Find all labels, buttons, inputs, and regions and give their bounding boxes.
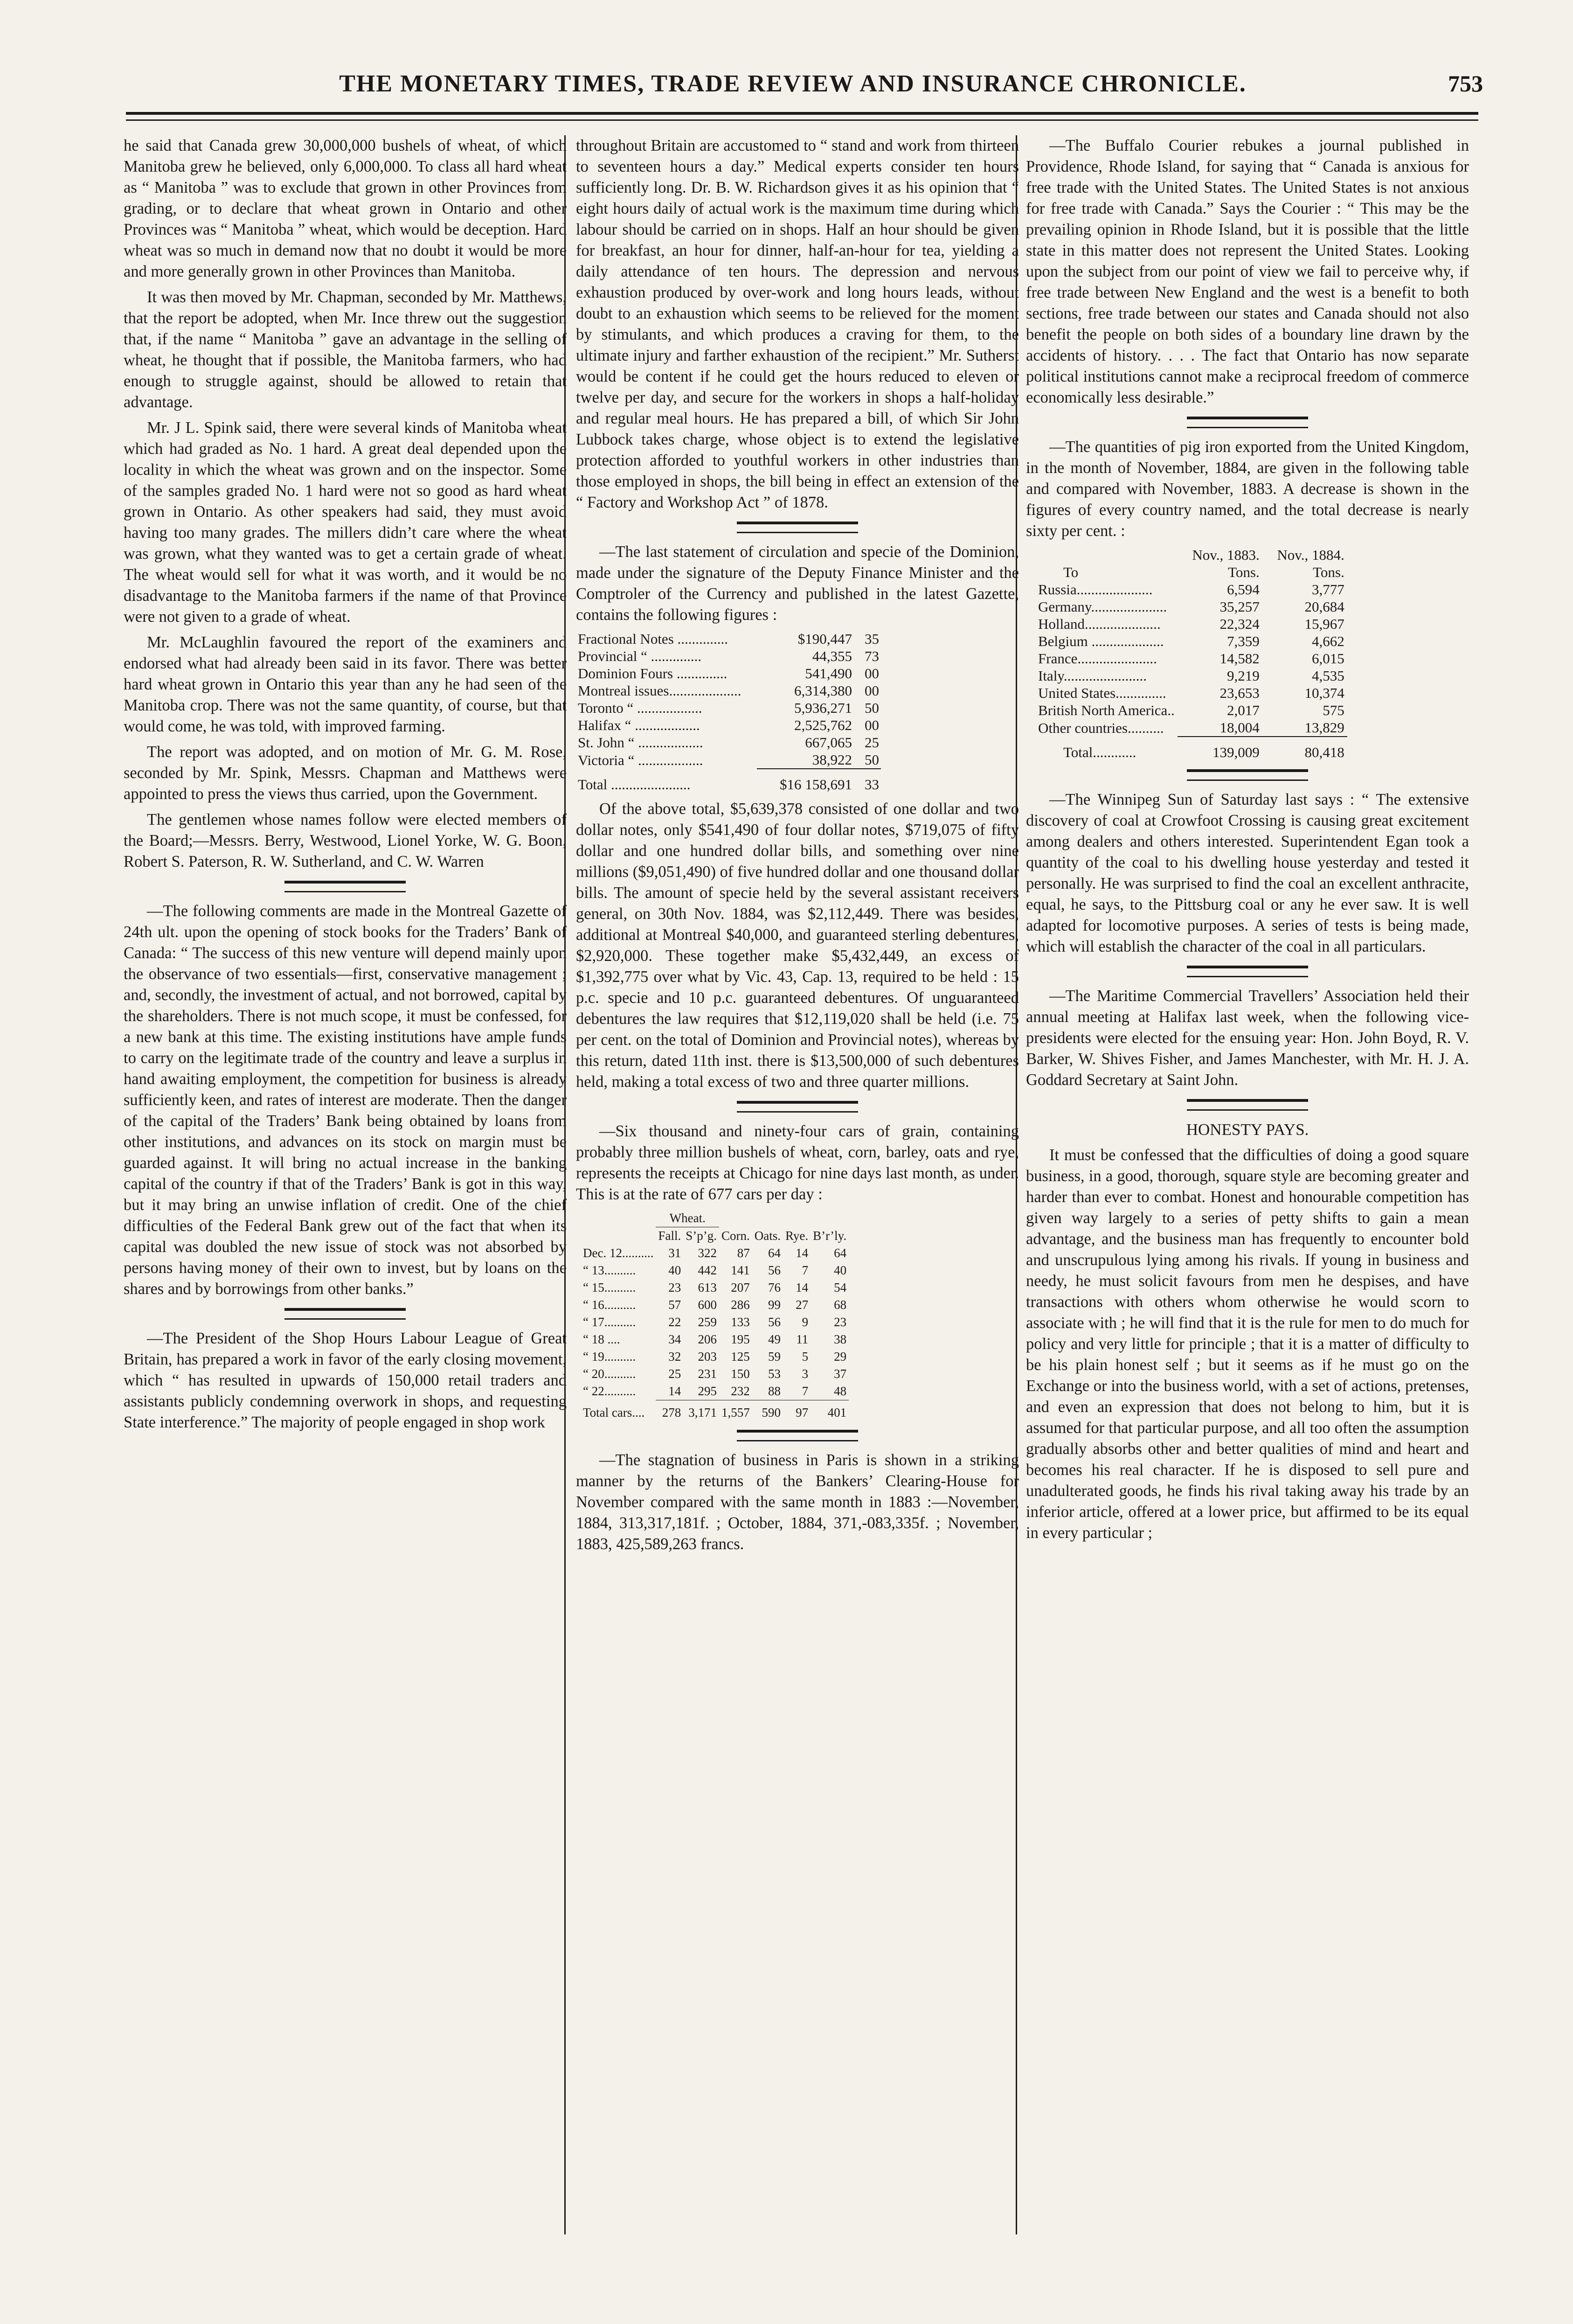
grain-cell: 68	[834, 1298, 847, 1312]
article-circulation: —The last statement of circulation and specie of the Dominion, made under the signature of the Deputy Finance Minister and the Comptroler of the Currency and published in the latest Gazette, contains the following figures :	[576, 543, 1019, 624]
tonnage-cell: 18,004	[1220, 719, 1260, 736]
tonnage-cell: 22,324	[1220, 616, 1260, 632]
grain-column-header: S’p’g.	[686, 1229, 717, 1243]
circulation-label: Victoria “ ..................	[578, 751, 703, 768]
grain-cell: 442	[698, 1263, 717, 1277]
country-label: Other countries..........	[1038, 719, 1164, 736]
grain-cell: 7	[802, 1263, 809, 1277]
article-commercial-travellers: —The Maritime Commercial Travellers’ Association held their annual meeting at Halifax last week, when the following vice-presidents were elected for the ensuing year: Hon. John Boyd, R. V. Barker, W. Shives Fisher, and James Manchester, with Mr. H. J. A. Goddard Secretary at Saint John.	[1026, 987, 1469, 1089]
circulation-row	[576, 751, 881, 769]
circulation-cents: 35	[865, 631, 879, 647]
circulation-cents: 00	[865, 717, 879, 733]
grain-cell: 59	[768, 1350, 781, 1364]
grain-total-cell: 97	[783, 1400, 811, 1422]
grain-cell: 56	[768, 1315, 781, 1329]
grain-column-header: Fall.	[658, 1229, 681, 1243]
circulation-amount: 6,314,380	[794, 682, 852, 699]
wheat-group-label: Wheat.	[656, 1210, 719, 1227]
grain-total-cell: Total cars....	[583, 1405, 645, 1419]
country-label: France......................	[1038, 650, 1157, 667]
tonnage-cell: 575	[1323, 702, 1344, 718]
grain-total-cell: 401	[811, 1400, 849, 1422]
paragraph: Of the above total, $5,639,378 consisted of one dollar and two dollar notes, only $541,490 of four dollar notes, $719,075 of fifty dollar and one hundred dollar bills, and something over nine millions ($9,051,490) of five hundred dollar and one thousand dollar bills. The amount of specie held by the several assistant receivers general, on 30th Nov. 1884, was $2,112,449. There was besides, additional at Montreal $40,000, and guaranteed sterling debentures, $2,920,000. These together make $5,432,449, an excess of $1,392,775 over what by Vic. 43, Cap. 13, required to be held : 15 p.c. specie and 10 p.c. guaranteed debentures. Of unguaranteed debentures the law requires that $12,119,020 shall be held (i.e. 75 per cent. on the total of Dominion and Provincial notes), whereas by this return, dated 11th inst. there is $13,500,000 of such debentures held, making a total excess of two and three quarter millions.	[576, 800, 1019, 1091]
paragraph: throughout Britain are accustomed to “ stand and work from thirteen to seventeen hours a day.” Medical experts consider ten hours sufficiently long. Dr. B. W. Richardson gives it as his opinion that “ eight hours daily of actual work is the maximum time during which labour should be carried on in shops. Half an hour should be given for breakfast, an hour for dinner, half-an-hour for tea, yielding a daily attendance of ten hours. The depression and nervous exhaustion produced by over-work and long hours leads, without doubt to an exhaustion which seems to be relieved for the moment by stimulants, and which produces a craving for them, to the ultimate injury and farther exhaustion of the recipient.” Mr. Sutherst would be content if he could get the hours reduced to eleven or twelve per day, and secure for the workers in shops a half-holiday and regular meal hours. He has prepared a bill, of which Sir John Lubbock takes charge, whose object is to extend the legislative protection afforded to youthful workers in other industries than those employed in shops, the bill being in effect an extension of the “ Factory and Workshop Act ” of 1878.	[576, 137, 1019, 511]
grain-cell: 53	[768, 1367, 781, 1381]
grain-total-cell: 590	[752, 1400, 783, 1422]
circulation-row	[576, 717, 881, 734]
grain-cell: “ 22..........	[583, 1384, 636, 1399]
page-header	[103, 70, 1483, 107]
grain-row	[581, 1279, 849, 1296]
grain-row	[581, 1262, 849, 1279]
grain-total-cell: 3,171	[683, 1400, 719, 1422]
grain-cell: 207	[731, 1280, 750, 1294]
grain-cell: 259	[698, 1315, 717, 1329]
grain-column-header: Corn.	[721, 1228, 750, 1243]
paragraph: Mr. J L. Spink said, there were several kinds of Manitoba wheat which had graded as No. 1 hard. A great deal depended upon the locality in which the wheat was grown and on the inspector. Some of the samples graded No. 1 hard were not so good as hard wheat grown in Ontario. As other speakers had said, they must avoid having too many grades. The millers didn’t care where the wheat was grown, what they wanted was to get a certain grade of wheat. The wheat would sell for what it was worth, and it would be no disadvantage to the Manitoba farmers if the name of that Province were not given to a grade of wheat.	[124, 419, 567, 626]
pig-iron-row	[1035, 633, 1347, 650]
grain-cell: 141	[731, 1263, 750, 1277]
grain-row	[581, 1245, 849, 1262]
circulation-cents: 50	[865, 751, 879, 768]
section-separator	[284, 1308, 406, 1320]
grain-cell: 232	[731, 1384, 750, 1398]
section-separator	[1187, 1099, 1308, 1111]
grain-cell: 49	[768, 1332, 781, 1346]
grain-cell: 231	[698, 1367, 717, 1381]
grain-cell: 64	[834, 1246, 847, 1260]
grain-cell: 99	[768, 1298, 781, 1312]
grain-column-header: Rye.	[785, 1228, 809, 1243]
grain-total-row	[581, 1400, 849, 1422]
grain-cell: “ 17..........	[583, 1315, 636, 1329]
paragraph: It was then moved by Mr. Chapman, seconded by Mr. Matthews, that the report be adopted, when Mr. Ince threw out the suggestion that, if the name “ Manitoba ” gave an advantage in the selling of wheat, he thought that if possible, the Manitoba farmers, who had enough to struggle against, should be allowed to retain that advantage.	[124, 288, 567, 411]
article-buffalo-courier: —The Buffalo Courier rebukes a journal published in Providence, Rhode Island, for saying that “ Canada is anxious for free trade with the United States. The United States is not anxious for free trade with Canada.” Says the Courier : “ This may be the prevailing opinion in Rhode Island, but it is possible that the little state in this matter does not represent the United States. Looking upon the subject from our point of view we fail to perceive why, if free trade between New England and the west is a benefit to both sections, free trade between our states and Canada should not also benefit the people on both sides of a boundary line drawn by the accidents of history. . . . The fact that Ontario has now separate political institutions cannot make a reciprocal freedom of commerce economically less desirable.”	[1026, 137, 1469, 406]
pig-iron-total-row	[1035, 737, 1347, 761]
paragraph: he said that Canada grew 30,000,000 bushels of wheat, of which Manitoba grew he believed, only 6,000,000. To class all hard wheat as “ Manitoba ” was to exclude that grown in other Provinces from grading, or to declare that wheat grown in Ontario and other Provinces was “ Manitoba ” wheat, which would be deception. Hard wheat was so much in demand now that no doubt it would be more and more generally grown in other Provinces than Manitoba.	[124, 137, 567, 280]
grain-cell: 206	[698, 1332, 717, 1346]
circulation-row	[576, 647, 881, 665]
page-number: 753	[1448, 70, 1483, 97]
unit-label: Tons.	[1228, 564, 1260, 580]
article-winnipeg-coal: —The Winnipeg Sun of Saturday last says : “ The extensive discovery of coal at Crowfoot Crossing is causing great excitement among dealers and others interested. Superintendent Egan took a quantity of the coal to his dwelling house yesterday and tested it personally. He was surprised to find the coal an excellent anthracite, equal, he says, to the Pittsburg coal or any he ever saw. It is well adapted for locomotive purposes. A series of tests is being made, which will establish the character of the coal in all particulars.	[1026, 791, 1469, 955]
paragraph: Mr. McLaughlin favoured the report of the examiners and endorsed what had already been said in its favor. There was better hard wheat grown in Ontario this year than any he had seen of the Manitoba crop. There was not the same quantity, of course, but that would come, he was told, with improved farming.	[124, 633, 567, 735]
circulation-label: St. John “ ..................	[578, 734, 703, 751]
grain-cell: 40	[668, 1263, 681, 1277]
grain-cell: 286	[731, 1298, 750, 1312]
circulation-row	[576, 630, 881, 647]
grain-cell: 613	[698, 1280, 717, 1294]
grain-cell: 23	[668, 1280, 681, 1294]
grain-column-header: Oats.	[754, 1228, 781, 1243]
article-shop-hours: —The President of the Shop Hours Labour League of Great Britain, has prepared a work in favor of the early closing movement, which “ has resulted in upwards of 150,000 retail traders and assistants publicly condemning overwork in shops, and requesting State interference.” The majority of people engaged in shop work	[124, 1329, 567, 1431]
circulation-table	[576, 630, 881, 793]
circulation-cents: 73	[865, 648, 879, 664]
circulation-row	[576, 682, 881, 699]
circulation-cents: 50	[865, 700, 879, 716]
section-separator	[737, 522, 858, 533]
grain-cell: 14	[796, 1280, 809, 1294]
tonnage-cell: 10,374	[1304, 685, 1344, 701]
article-honesty-pays: It must be confessed that the difficulties of doing a good square business, in a good, thorough, square style are becoming greater and harder than ever to combat. Honest and honourable competition has given way largely to a series of petty shifts to gain a mean advantage, and the business man has frequently to encounter bold and unscrupulous lying among his rivals. If young in business and needy, he must solicit favours from men he despises, and have transactions with others whom otherwise he would scorn to associate with ; he will find that it is the rule for men to do much for policy and very little for principle ; that it is a matter of difficulty to be his plain honest self ; but it seems as if he must go on the Exchange or into the business world, with a set of actions, pretenses, and even an expression that does not belong to him, but it is assumed for that particular purpose, and all too often the assumption gradually absorbs other and better qualities of mind and heart and becomes his real character. If he is disposed to sell pure and unadulterated goods, he finds his rival taking away his trade by an inferior article, offered at a lower price, but affirmed to be its equal in every particular ;	[1026, 1146, 1469, 1542]
circulation-cents: 00	[865, 682, 879, 699]
tonnage-cell: 35,257	[1220, 598, 1260, 615]
section-separator	[1187, 966, 1308, 977]
pig-iron-row	[1035, 702, 1347, 719]
circulation-amount: 38,922	[812, 751, 852, 768]
grain-row	[581, 1383, 849, 1400]
grain-cell: 38	[834, 1332, 847, 1346]
country-label: Germany.....................	[1038, 598, 1167, 615]
grain-row	[581, 1348, 849, 1365]
tonnage-cell: 4,662	[1311, 633, 1344, 649]
pig-iron-row	[1035, 598, 1347, 615]
masthead-title: THE MONETARY TIMES, TRADE REVIEW AND INSURANCE CHRONICLE.	[339, 70, 1247, 97]
circulation-label: Provincial “ ..............	[578, 648, 702, 664]
section-separator	[284, 881, 406, 892]
grain-cell: Dec. 12..........	[583, 1246, 654, 1260]
article-chicago-grain: —Six thousand and ninety-four cars of grain, containing probably three million bushels of wheat, corn, barley, oats and rye, represents the receipts at Chicago for nine days last month, as under. This is at the rate of 677 cars per day :	[576, 1122, 1019, 1203]
grain-cell: 14	[796, 1246, 809, 1260]
circulation-amount: $190,447	[797, 631, 852, 647]
grain-cell: 31	[668, 1246, 681, 1260]
circulation-amount: 44,355	[812, 648, 852, 664]
grain-cell: 133	[731, 1315, 750, 1329]
unit-label: Tons.	[1313, 564, 1344, 580]
section-separator	[1187, 417, 1308, 428]
circulation-row	[576, 734, 881, 751]
grain-receipts-table	[581, 1210, 849, 1421]
grain-cell: “ 18 ....	[583, 1332, 620, 1346]
column-1	[124, 135, 567, 1438]
tonnage-cell: 13,829	[1304, 719, 1344, 736]
circulation-amount: 667,065	[805, 734, 852, 751]
country-label: Italy.......................	[1038, 668, 1147, 684]
total-amount: $16 158,691	[757, 769, 854, 793]
grain-cell: 32	[668, 1350, 681, 1364]
circulation-amount: 5,936,271	[794, 700, 852, 716]
grain-cell: 125	[731, 1350, 750, 1364]
grain-cell: “ 19..........	[583, 1350, 636, 1364]
country-label: Russia.....................	[1038, 581, 1153, 598]
grain-cell: 57	[668, 1298, 681, 1312]
section-separator	[1187, 769, 1308, 781]
grain-cell: 150	[731, 1367, 750, 1381]
grain-cell: 88	[768, 1384, 781, 1398]
circulation-total-row	[576, 769, 881, 793]
circulation-cents: 25	[865, 734, 879, 751]
tonnage-cell: 2,017	[1227, 702, 1260, 718]
grain-cell: 23	[834, 1315, 847, 1329]
grain-cell: 14	[668, 1384, 681, 1398]
tonnage-cell: 4,535	[1311, 668, 1344, 684]
pig-iron-row	[1035, 650, 1347, 667]
tonnage-cell: 23,653	[1220, 685, 1260, 701]
grain-cell: 87	[737, 1246, 750, 1260]
circulation-amount: 541,490	[805, 665, 852, 682]
tonnage-cell: 3,777	[1311, 581, 1344, 598]
grain-cell: 9	[802, 1315, 809, 1329]
header-rule	[126, 112, 1478, 115]
grain-cell: 29	[834, 1350, 847, 1364]
pig-iron-row	[1035, 719, 1347, 737]
grain-cell: “ 20..........	[583, 1367, 636, 1381]
grain-cell: 600	[698, 1298, 717, 1312]
tonnage-cell: 14,582	[1220, 650, 1260, 667]
grain-cell: “ 16..........	[583, 1298, 636, 1312]
grain-cell: 7	[802, 1384, 809, 1398]
pig-iron-row	[1035, 684, 1347, 702]
country-label: Holland.....................	[1038, 616, 1161, 632]
circulation-label: Dominion Fours ..............	[578, 665, 728, 682]
country-label: United States..............	[1038, 685, 1166, 701]
circulation-cents: 00	[865, 665, 879, 682]
section-separator	[737, 1101, 858, 1113]
paragraph: The report was adopted, and on motion of Mr. G. M. Rose, seconded by Mr. Spink, Messrs. Chapman and Matthews were appointed to press the views thus carried, upon the Government.	[124, 743, 567, 803]
tonnage-cell: 7,359	[1227, 633, 1260, 649]
grain-cell: 76	[768, 1280, 781, 1294]
grain-cell: 195	[731, 1332, 750, 1346]
grain-total-cell: 1,557	[719, 1400, 752, 1422]
total-1884: 80,418	[1262, 737, 1347, 761]
circulation-label: Montreal issues....................	[578, 682, 741, 699]
circulation-label: Fractional Notes ..............	[578, 631, 728, 647]
circulation-row	[576, 665, 881, 682]
grain-cell: 5	[802, 1350, 809, 1364]
grain-cell: 48	[834, 1384, 847, 1398]
grain-row	[581, 1296, 849, 1314]
grain-cell: 295	[698, 1384, 717, 1398]
grain-cell: “ 15..........	[583, 1280, 636, 1294]
column-2	[576, 135, 1019, 1559]
country-label: British North America..	[1038, 702, 1175, 718]
circulation-label: Halifax “ ..................	[578, 717, 700, 733]
grain-total-cell: 278	[656, 1400, 683, 1422]
article-pig-iron: —The quantities of pig iron exported from the United Kingdom, in the month of November, 1884, are given in the following table and compared with November, 1883. A decrease is shown in the figures of every country named, and the total decrease is nearly sixty per cent. :	[1026, 438, 1469, 540]
tonnage-cell: 9,219	[1227, 668, 1260, 684]
grain-cell: 3	[802, 1367, 809, 1381]
article-paris-clearing: —The stagnation of business in Paris is shown in a striking manner by the returns of the Bankers’ Clearing-House for November compared with the same month in 1883 :—November, 1884, 313,317,181f. ; October, 1884, 371,-083,335f. ; November, 1883, 425,589,263 francs.	[576, 1451, 1019, 1553]
pig-iron-row	[1035, 581, 1347, 598]
grain-cell: 37	[834, 1367, 847, 1381]
grain-column-header	[581, 1227, 656, 1245]
circulation-row	[576, 699, 881, 717]
grain-row	[581, 1365, 849, 1383]
to-label: To	[1063, 564, 1079, 580]
circulation-label: Toronto “ ..................	[578, 700, 702, 716]
country-label: Belgium ....................	[1038, 633, 1164, 649]
grain-cell: 322	[698, 1246, 717, 1260]
article-traders-bank: —The following comments are made in the Montreal Gazette of 24th ult. upon the opening of stock books for the Traders’ Bank of Canada: “ The success of this new venture will depend mainly upon the observance of two essentials—first, conservative management ; and, secondly, the investment of actual, and not borrowed, capital by the shareholders. There is not much scope, it must be confessed, for a new bank at this time. The existing institutions have ample funds to carry on the legitimate trade of the country and leave a surplus in hand awaiting employment, the competition for business is already sufficiently keen, and rates of interest are moderate. Then the danger of the capital of the Traders’ Bank being obtained by loans from other institutions, and advances on its stock on margin must be guarded against. It will bring no actual increase in the banking capital of the country if that of the Traders’ Bank is got in this way, but it may bring an unwise inflation of credit. One of the chief difficulties of the Federal Bank grew out of the fact that when its capital was doubled the new issue of stock was not absorbed by persons having money of their own to invest, but by loans on the shares and by borrowings from other banks.”	[124, 902, 567, 1298]
tonnage-cell: 20,684	[1304, 598, 1344, 615]
grain-cell: 54	[834, 1280, 847, 1294]
column-header: Nov., 1883.	[1192, 547, 1260, 563]
tonnage-cell: 15,967	[1304, 616, 1344, 632]
section-separator	[737, 1430, 858, 1441]
tonnage-cell: 6,594	[1227, 581, 1260, 598]
grain-cell: 25	[668, 1367, 681, 1381]
total-cents: 33	[854, 769, 881, 793]
grain-column-header: B’r’ly.	[813, 1228, 847, 1243]
circulation-amount: 2,525,762	[794, 717, 852, 733]
total-label: Total............	[1063, 744, 1136, 760]
pig-iron-table	[1035, 546, 1347, 761]
column-header: Nov., 1884.	[1277, 547, 1344, 563]
grain-cell: 27	[796, 1298, 809, 1312]
total-1883: 139,009	[1178, 737, 1262, 761]
total-label: Total ......................	[578, 776, 691, 793]
grain-cell: 11	[796, 1332, 809, 1346]
column-3	[1026, 135, 1469, 1548]
tonnage-cell: 6,015	[1311, 650, 1344, 667]
grain-cell: 203	[698, 1350, 717, 1364]
header-rule-thin	[126, 119, 1478, 121]
grain-cell: “ 13..........	[583, 1263, 636, 1277]
grain-cell: 22	[668, 1315, 681, 1329]
paragraph: The gentlemen whose names follow were elected members of the Board;—Messrs. Berry, Westwood, Lionel Yorke, W. G. Boon, Robert S. Paterson, R. W. Sutherland, and C. W. Warren	[124, 811, 567, 870]
grain-row	[581, 1331, 849, 1348]
grain-cell: 64	[768, 1246, 781, 1260]
pig-iron-row	[1035, 667, 1347, 684]
pig-iron-row	[1035, 615, 1347, 633]
grain-cell: 40	[834, 1263, 847, 1277]
grain-cell: 34	[668, 1332, 681, 1346]
grain-cell: 56	[768, 1263, 781, 1277]
honesty-pays-heading: HONESTY PAYS.	[1186, 1120, 1309, 1139]
grain-row	[581, 1314, 849, 1331]
